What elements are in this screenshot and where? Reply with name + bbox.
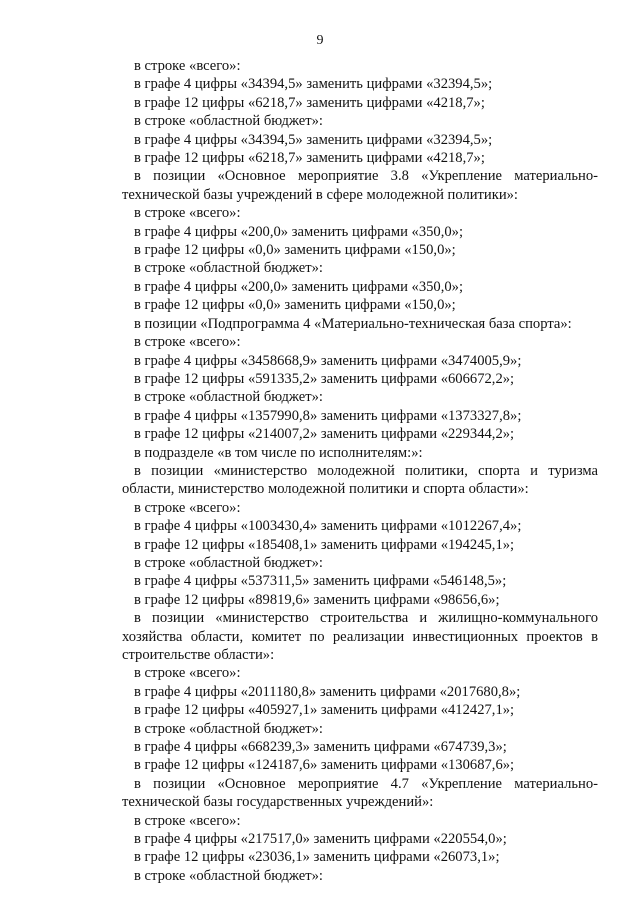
text-line: в строке «областной бюджет»: bbox=[134, 867, 323, 884]
text-line: в графе 4 цифры «200,0» заменить цифрами «350,0»; bbox=[134, 278, 464, 295]
text-line: в графе 12 цифры «214007,2» заменить цифрами «229344,2»; bbox=[134, 426, 515, 443]
text-line: в строке «областной бюджет»: bbox=[134, 113, 323, 130]
text-line: в графе 12 цифры «0,0» заменить цифрами «150,0»; bbox=[134, 242, 456, 259]
text-line: в графе 4 цифры «1003430,4» заменить цифрами «1012267,4»; bbox=[134, 518, 522, 535]
text-line: в графе 12 цифры «89819,6» заменить цифрами «98656,6»; bbox=[134, 591, 500, 608]
text-line: в графе 4 цифры «217517,0» заменить цифрами «220554,0»; bbox=[134, 831, 507, 848]
text-paragraph: в позиции «министерство строительства и жилищно-коммунального хозяйства области, комитет по реализации инвестиционных проектов в строительстве области»: bbox=[122, 610, 598, 663]
text-paragraph: в позиции «Основное мероприятие 4.7 «Укрепление материально-технической базы государственных учреждений»: bbox=[122, 775, 598, 811]
document-body bbox=[122, 57, 598, 885]
text-line: в строке «областной бюджет»: bbox=[134, 389, 323, 406]
text-line: в графе 12 цифры «0,0» заменить цифрами «150,0»; bbox=[134, 297, 456, 314]
text-line: в строке «областной бюджет»: bbox=[134, 554, 323, 571]
text-line: в графе 4 цифры «668239,3» заменить цифрами «674739,3»; bbox=[134, 739, 507, 756]
text-paragraph: в позиции «Основное мероприятие 3.8 «Укрепление материально-технической базы учреждений в сфере молодежной политики»: bbox=[122, 168, 598, 203]
text-paragraph: в позиции «министерство молодежной политики, спорта и туризма области, министерство молодежной политики и спорта области»: bbox=[122, 462, 598, 498]
text-line: в строке «всего»: bbox=[134, 499, 241, 516]
text-line: в графе 12 цифры «124187,6» заменить цифрами «130687,6»; bbox=[134, 757, 515, 774]
text-line: в графе 12 цифры «6218,7» заменить цифрами «4218,7»; bbox=[134, 150, 485, 167]
text-line: в строке «всего»: bbox=[134, 665, 241, 682]
text-line: в графе 12 цифры «6218,7» заменить цифрами «4218,7»; bbox=[134, 94, 485, 111]
text-line: в графе 12 цифры «185408,1» заменить цифрами «194245,1»; bbox=[134, 536, 515, 553]
text-line: в строке «всего»: bbox=[134, 334, 241, 351]
text-line: в графе 4 цифры «537311,5» заменить цифрами «546148,5»; bbox=[134, 573, 507, 590]
text-line: в графе 4 цифры «34394,5» заменить цифрами «32394,5»; bbox=[134, 76, 493, 93]
text-line: в графе 4 цифры «3458668,9» заменить цифрами «3474005,9»; bbox=[134, 352, 522, 369]
text-line: в строке «всего»: bbox=[134, 812, 241, 829]
text-line: в графе 12 цифры «591335,2» заменить цифрами «606672,2»; bbox=[134, 370, 515, 387]
text-line: в подразделе «в том числе по исполнителям:»: bbox=[134, 444, 423, 461]
text-line: в графе 4 цифры «2011180,8» заменить цифрами «2017680,8»; bbox=[134, 683, 521, 700]
text-line: в строке «областной бюджет»: bbox=[134, 720, 323, 737]
text-line: в графе 12 цифры «23036,1» заменить цифрами «26073,1»; bbox=[134, 849, 500, 866]
text-line: в графе 4 цифры «1357990,8» заменить цифрами «1373327,8»; bbox=[134, 407, 522, 424]
text-line: в графе 4 цифры «200,0» заменить цифрами «350,0»; bbox=[134, 223, 464, 240]
text-line: в строке «всего»: bbox=[134, 205, 241, 222]
text-line: в строке «областной бюджет»: bbox=[134, 260, 323, 277]
text-line: в графе 4 цифры «34394,5» заменить цифрами «32394,5»; bbox=[134, 131, 493, 148]
text-line: в позиции «Подпрограмма 4 «Материально-техническая база спорта»: bbox=[134, 315, 572, 332]
text-line: в строке «всего»: bbox=[134, 58, 241, 74]
text-line: в графе 12 цифры «405927,1» заменить цифрами «412427,1»; bbox=[134, 702, 515, 719]
page-number: 9 bbox=[316, 33, 324, 48]
